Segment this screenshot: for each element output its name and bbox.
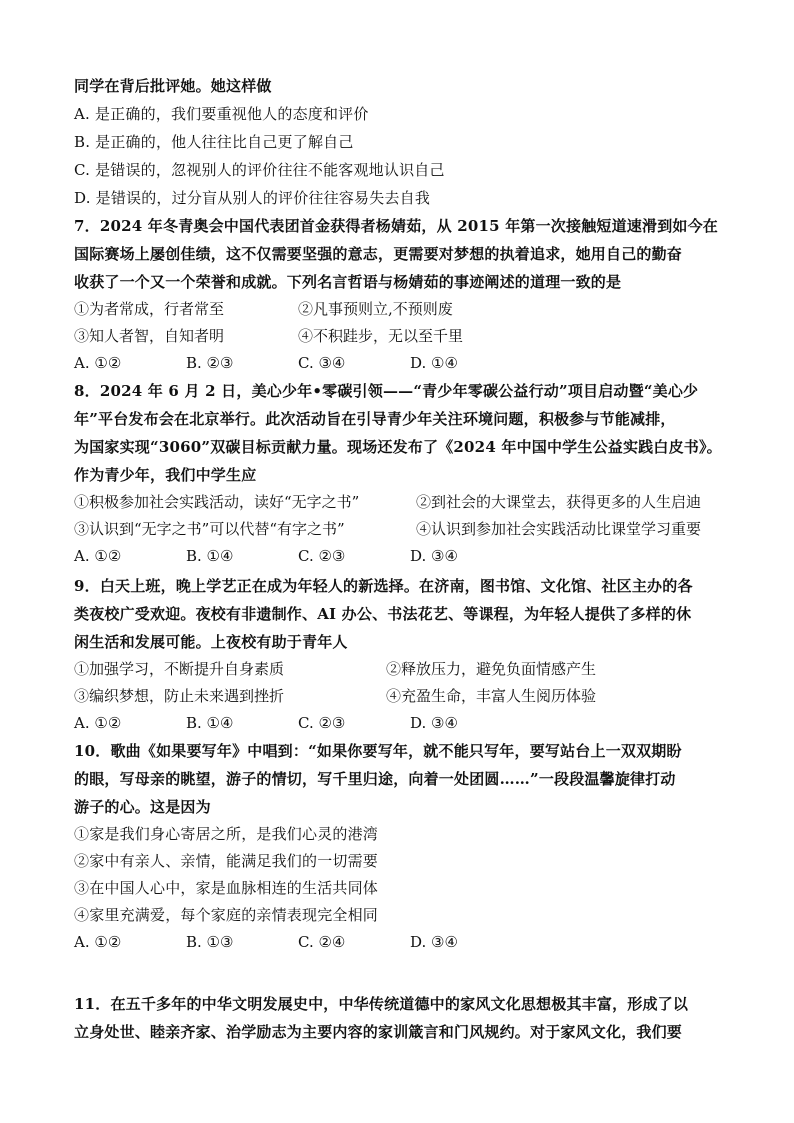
q8-choice-c: C. ②③	[298, 547, 346, 565]
q6-option-b: B. 是正确的，他人往往比自己更了解自己	[74, 133, 354, 151]
q10-choice-a: A. ①②	[74, 933, 122, 951]
q9-choice-a: A. ①②	[74, 714, 122, 732]
q10-choice-c: C. ②④	[298, 933, 346, 951]
q8-stem-line-1: 8．2024 年 6 月 2 日，美心少年•零碳引领——“青少年零碳公益行动”项目启动暨“美心少	[74, 382, 699, 400]
q10-statement-3: ③在中国人心中，家是血脉相连的生活共同体	[74, 879, 379, 897]
q9-stem-line-1: 9．白天上班，晚上学艺正在成为年轻人的新选择。在济南，图书馆、文化馆、社区主办的各	[74, 577, 693, 595]
q9-statements-row-2	[74, 687, 734, 705]
q10-choice-d: D. ③④	[410, 933, 458, 951]
q9-choice-c: C. ②③	[298, 714, 346, 732]
q9-stem-line-3: 闲生活和发展可能。上夜校有助于青年人	[74, 633, 348, 651]
q10-statement-4: ④家里充满爱，每个家庭的亲情表现完全相同	[74, 906, 379, 924]
q9-statement-1: ①加强学习，不断提升自身素质	[74, 660, 285, 678]
q8-stem-line-4: 作为青少年，我们中学生应	[74, 466, 257, 484]
q8-statements-row-1	[74, 493, 734, 511]
q7-choice-c: C. ③④	[298, 354, 346, 372]
q7-stem-line-1: 7．2024 年冬青奥会中国代表团首金获得者杨婧茹，从 2015 年第一次接触短道速滑到如今在	[74, 217, 719, 235]
q10-statement-2: ②家中有亲人、亲情，能满足我们的一切需要	[74, 852, 379, 870]
q8-choice-d: D. ③④	[410, 547, 458, 565]
q10-stem-line-2: 的眼，写母亲的眺望，游子的情切，写千里归途，向着一处团圆……”一段段温馨旋律打动	[74, 770, 676, 788]
q9-statements-row-1	[74, 660, 734, 678]
q10-choice-b: B. ①③	[186, 933, 234, 951]
q7-statement-2: ②凡事预则立,不预则废	[298, 300, 453, 318]
q6-option-a: A. 是正确的，我们要重视他人的态度和评价	[74, 105, 369, 123]
q8-choice-b: B. ①④	[186, 547, 234, 565]
q8-choice-a: A. ①②	[74, 547, 122, 565]
q7-statement-4: ④不积跬步，无以至千里	[298, 327, 464, 345]
q11-stem-line-1: 11．在五千多年的中华文明发展史中，中华传统道德中的家风文化思想极其丰富，形成了以	[74, 995, 689, 1013]
q7-statements-row-1	[74, 300, 734, 318]
q9-choice-b: B. ①④	[186, 714, 234, 732]
q6-stem-tail: 同学在背后批评她。她这样做	[74, 77, 272, 95]
q8-statements-row-2	[74, 520, 734, 538]
q7-statements-row-2	[74, 327, 734, 345]
q7-stem-line-3: 收获了一个又一个荣誉和成就。下列名言哲语与杨婧茹的事迹阐述的道理一致的是	[74, 273, 622, 291]
q11-stem-line-2: 立身处世、睦亲齐家、治学励志为主要内容的家训箴言和门风规约。对于家风文化，我们要	[74, 1023, 683, 1041]
q10-stem-line-1: 10．歌曲《如果要写年》中唱到：“如果你要写年，就不能只写年，要写站台上一双双期盼	[74, 742, 682, 760]
q10-statement-1: ①家是我们身心寄居之所，是我们心灵的港湾	[74, 825, 379, 843]
q6-option-c: C. 是错误的，忽视别人的评价往往不能客观地认识自己	[74, 161, 445, 179]
q9-choices-row	[74, 714, 734, 732]
q8-statement-4: ④认识到参加社会实践活动比课堂学习重要	[416, 520, 702, 538]
q8-stem-line-3: 为国家实现“3060”双碳目标贡献力量。现场还发布了《2024 年中国中学生公益实践白皮书》。	[74, 438, 722, 456]
q8-statement-1: ①积极参加社会实践活动，读好“无字之书”	[74, 493, 360, 511]
q7-choice-b: B. ②③	[186, 354, 234, 372]
q8-statement-2: ②到社会的大课堂去，获得更多的人生启迪	[416, 493, 702, 511]
q9-stem-line-2: 类夜校广受欢迎。夜校有非遗制作、AI 办公、书法花艺、等课程，为年轻人提供了多样的休	[74, 605, 692, 623]
q9-statement-2: ②释放压力，避免负面情感产生	[386, 660, 597, 678]
q7-choice-a: A. ①②	[74, 354, 122, 372]
q9-choice-d: D. ③④	[410, 714, 458, 732]
q7-stem-line-2: 国际赛场上屡创佳绩，这不仅需要坚强的意志，更需要对梦想的执着追求，她用自己的勤奋	[74, 245, 683, 263]
q7-choice-d: D. ①④	[410, 354, 458, 372]
q10-choices-row	[74, 933, 734, 951]
q9-statement-4: ④充盈生命，丰富人生阅历体验	[386, 687, 597, 705]
q9-statement-3: ③编织梦想，防止未来遇到挫折	[74, 687, 285, 705]
q8-choices-row	[74, 547, 734, 565]
q6-option-d: D. 是错误的，过分盲从别人的评价往往容易失去自我	[74, 189, 431, 207]
q10-stem-line-3: 游子的心。这是因为	[74, 798, 211, 816]
q8-stem-line-2: 年”平台发布会在北京举行。此次活动旨在引导青少年关注环境问题，积极参与节能减排，	[74, 410, 676, 428]
q7-statement-1: ①为者常成，行者常至	[74, 300, 225, 318]
q7-statement-3: ③知人者智，自知者明	[74, 327, 225, 345]
q8-statement-3: ③认识到“无字之书”可以代替“有字之书”	[74, 520, 345, 538]
q7-choices-row	[74, 354, 734, 372]
